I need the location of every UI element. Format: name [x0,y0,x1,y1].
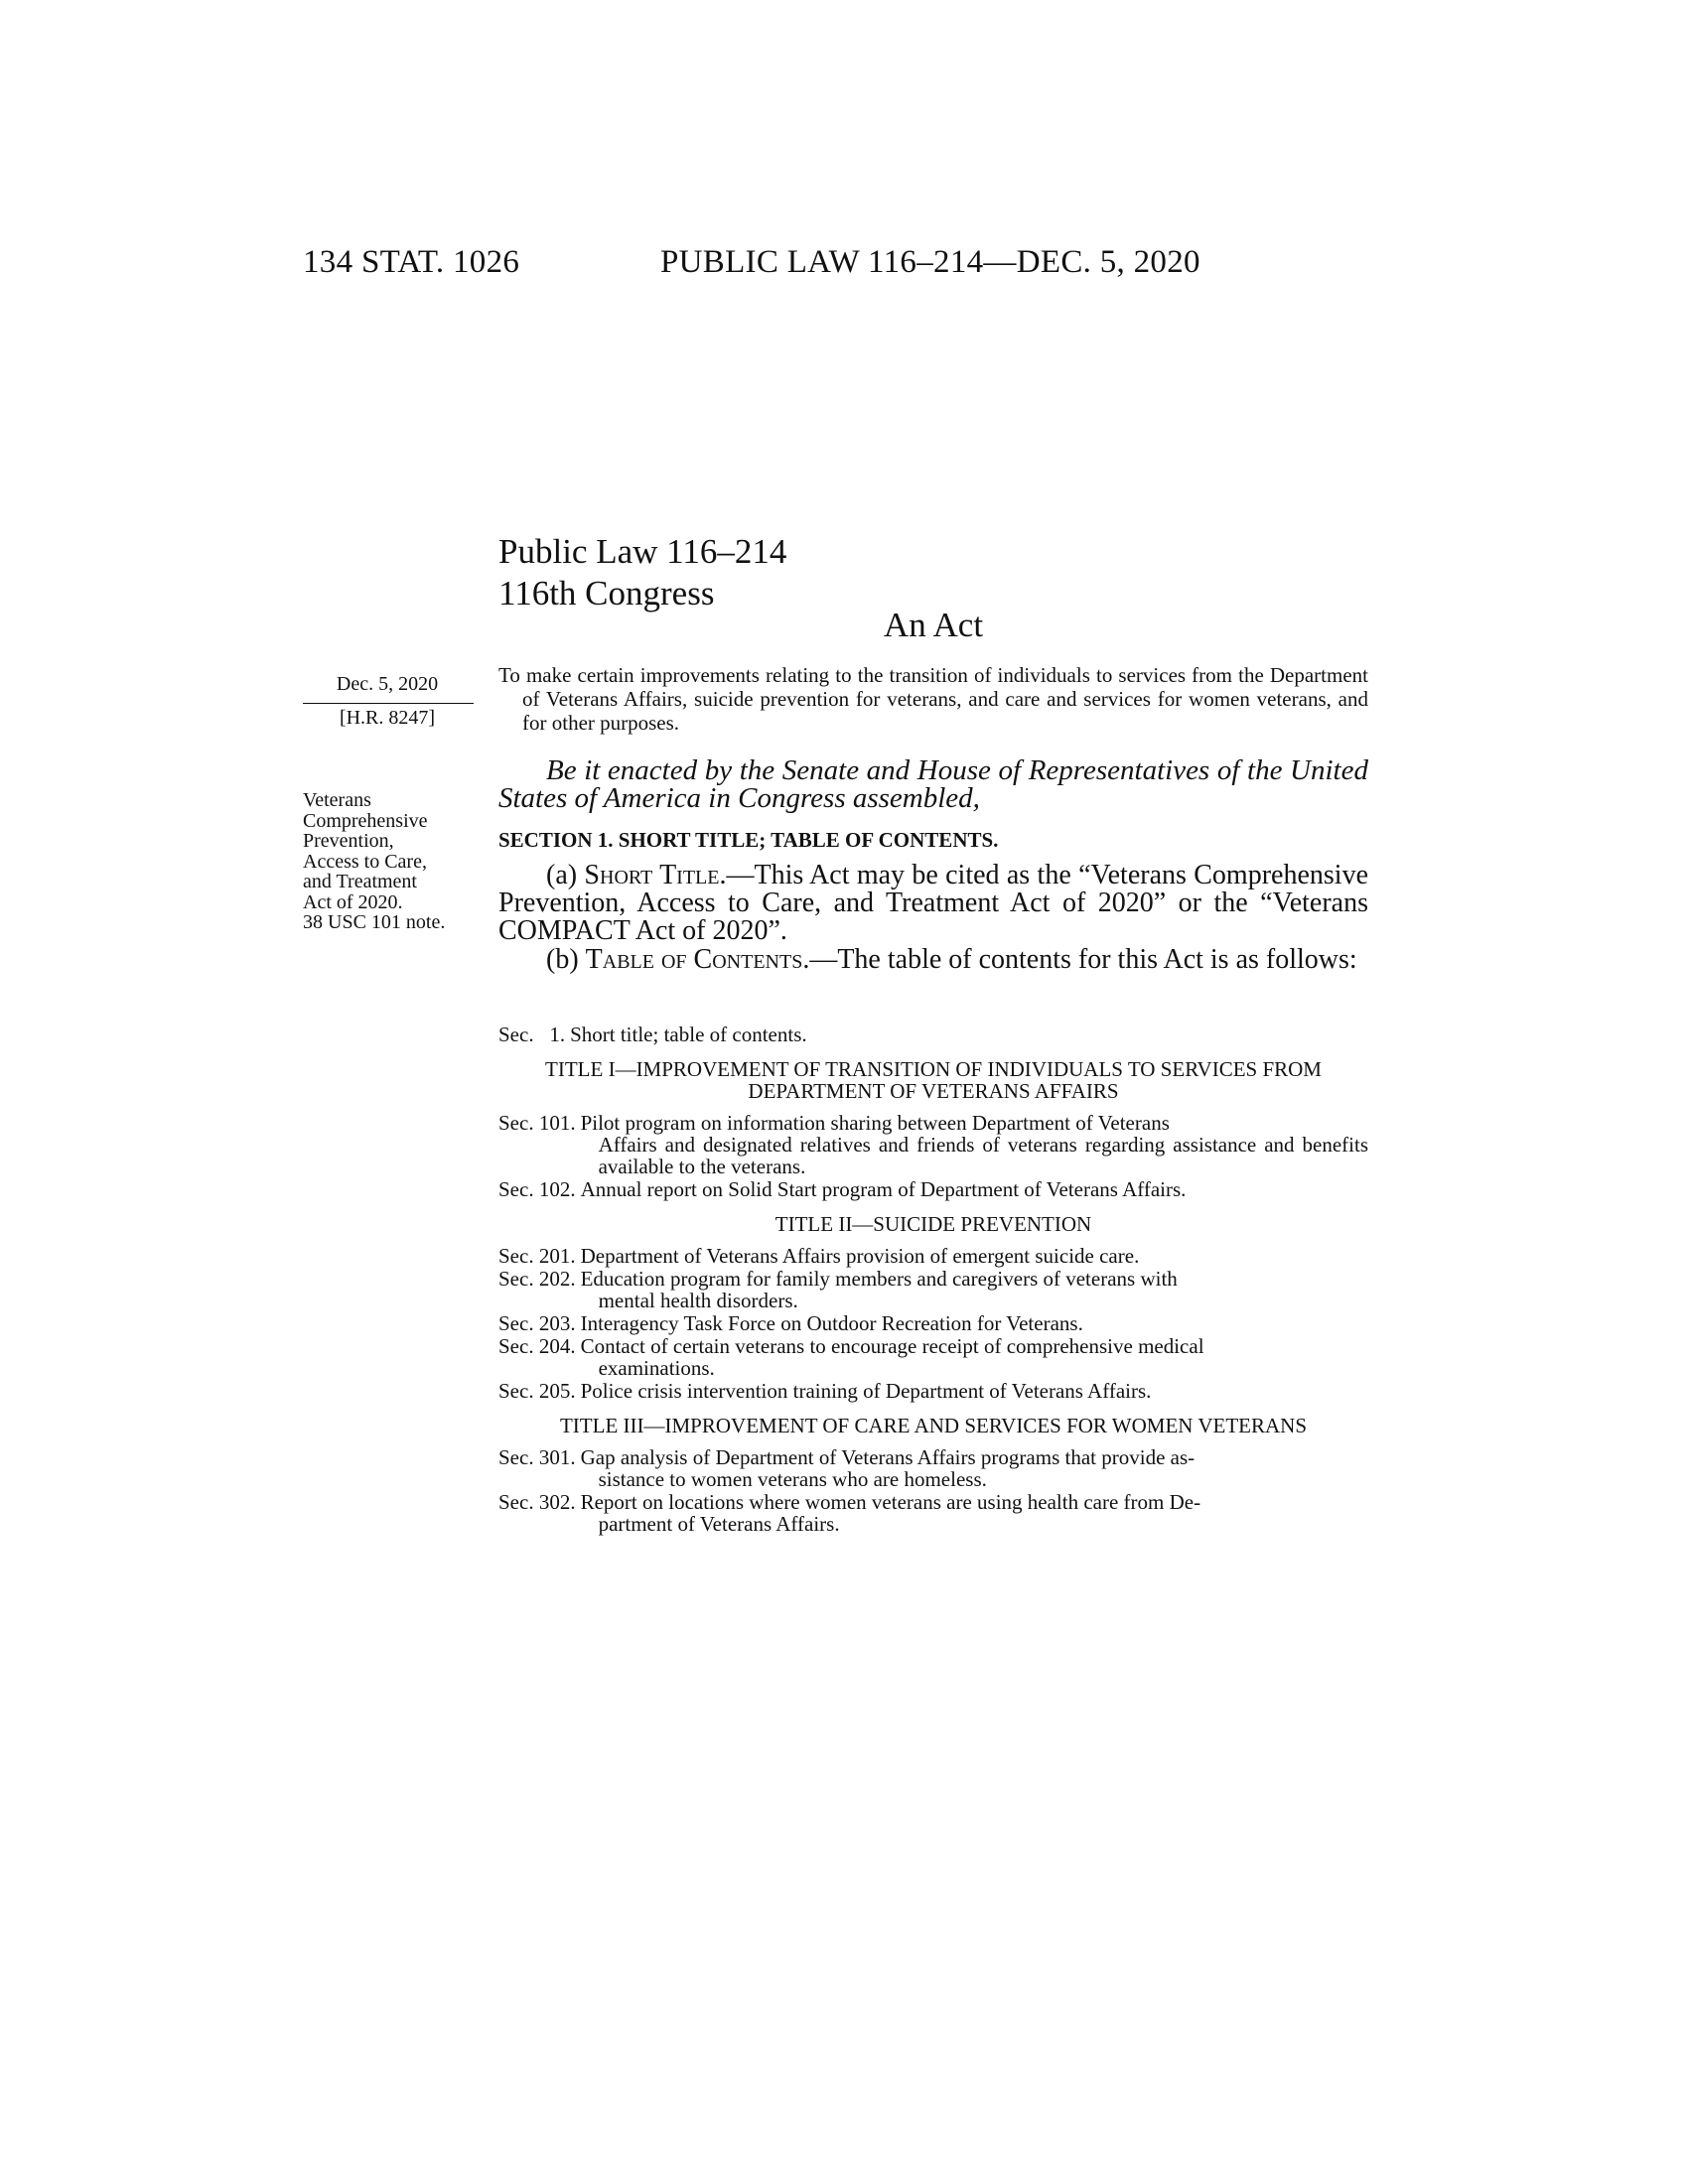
toc-sec-text-wrap [576,1491,1368,1535]
toc-sec-number: Sec. 204. [498,1334,576,1358]
para-label: (a) [546,860,585,890]
margin-bill-number: [H.R. 8247] [339,707,436,729]
toc-sec-number: Sec. 101. [498,1111,576,1135]
margin-divider [303,703,474,704]
congress-label: 116th Congress [498,574,715,613]
toc-sec-number: Sec. 1. [498,1023,566,1046]
toc-sec-text: Police crisis intervention training of Department of Veterans Affairs. [580,1379,1152,1403]
toc-sec-text: Education program for family members and caregivers of veterans with [580,1267,1178,1291]
toc-sec-number: Sec. 302. [498,1490,576,1514]
toc-sec-text-wrap [576,1112,1368,1177]
margin-notes [303,790,477,933]
margin-note-line: Prevention, [303,830,394,852]
toc-sec-number: Sec. 202. [498,1267,576,1291]
toc-sec-text-cont: partment of Veterans Affairs. [598,1512,840,1536]
toc-sec-text: Short title; table of contents. [570,1023,807,1046]
toc-sec-text-wrap [576,1335,1368,1379]
toc-sec-text-cont: examinations. [598,1356,715,1380]
toc-entry [498,1024,1368,1045]
toc-sec-text: Interagency Task Force on Outdoor Recreation for Veterans. [580,1311,1083,1335]
toc-title-heading: TITLE III—IMPROVEMENT OF CARE AND SERVICES FOR WOMEN VETERANS [559,1414,1307,1437]
toc-sec-number: Sec. 102. [498,1177,576,1201]
toc-sec-text-cont: mental health disorders. [598,1289,798,1312]
margin-note-line: Access to Care, [303,850,427,873]
toc-sec-text-cont: sistance to women veterans who are homeless. [598,1467,987,1491]
toc-sec-text: Department of Veterans Affairs provision of emergent suicide care. [580,1244,1140,1268]
toc-sec-number: Sec. 205. [498,1379,576,1403]
para-heading: Table of Contents [585,944,803,975]
toc-sec-text-wrap [576,1446,1368,1490]
toc-entry [498,1178,1368,1200]
page-citation: 134 STAT. 1026 [303,244,520,280]
margin-note-line: Veterans [303,789,371,811]
margin-note-line: and Treatment [303,871,417,892]
toc-paragraph [498,946,1368,974]
an-act-heading: An Act [883,606,984,644]
toc-entry [498,1245,1368,1267]
long-title-text: To make certain improvements relating to the transition of individuals to services from the Department of Veterans Affairs, suicide prevention for veterans, and care and services for women veterans, and for other purposes. [498,663,1368,735]
toc-entry [498,1268,1368,1311]
toc-sec-text: Pilot program on information sharing between Department of Veterans [580,1111,1170,1135]
margin-note-line: Act of 2020. [303,890,403,913]
toc-entry [498,1380,1368,1402]
toc-sec-text-cont: Affairs and designated relatives and friends of veterans regarding assistance and benefits available to the veterans. [598,1133,1368,1178]
enacting-clause: Be it enacted by the Senate and House of Representatives of the United States of America in Congress assembled, [498,754,1368,814]
toc-sec-text-wrap [576,1268,1368,1311]
margin-note-line: Comprehensive [303,809,428,832]
toc-entry [498,1446,1368,1490]
toc-sec-number: Sec. 301. [498,1445,576,1469]
running-title: PUBLIC LAW 116–214—DEC. 5, 2020 [660,244,1200,280]
short-title-paragraph [498,862,1368,945]
toc-entry [498,1112,1368,1177]
toc-entry [498,1335,1368,1379]
toc-sec-number: Sec. 201. [498,1244,576,1268]
toc-entry [498,1312,1368,1334]
toc-sec-text: Report on locations where women veterans are using health care from De- [580,1490,1201,1514]
toc-sec-text: Contact of certain veterans to encourage receipt of comprehensive medical [580,1334,1204,1358]
toc-title-heading: TITLE I—IMPROVEMENT OF TRANSITION OF INDIVIDUALS TO SERVICES FROM DEPARTMENT OF VETERANS AFFAIRS [545,1057,1322,1103]
toc-title-heading: TITLE II—SUICIDE PREVENTION [774,1212,1092,1236]
toc-sec-number: Sec. 203. [498,1311,576,1335]
margin-note-line: 38 USC 101 note. [303,911,446,933]
para-heading: Short Title [584,860,720,890]
public-law-number: Public Law 116–214 [498,532,787,571]
table-of-contents [498,1024,1368,1536]
para-text: .—This Act may be cited as the “Veterans Comprehensive Prevention, Access to Care, and Treatment Act of 2020” or the “Veterans COMPACT Act of 2020”. [498,860,1368,946]
toc-sec-text: Gap analysis of Department of Veterans Affairs programs that provide as- [580,1445,1196,1469]
margin-date: Dec. 5, 2020 [336,673,439,695]
toc-sec-text: Annual report on Solid Start program of Department of Veterans Affairs. [580,1177,1187,1201]
long-title [498,663,1368,735]
para-text: .—The table of contents for this Act is as follows: [802,944,1357,975]
section-heading: SECTION 1. SHORT TITLE; TABLE OF CONTENTS. [498,828,999,852]
toc-entry [498,1491,1368,1535]
para-label: (b) [546,944,586,975]
